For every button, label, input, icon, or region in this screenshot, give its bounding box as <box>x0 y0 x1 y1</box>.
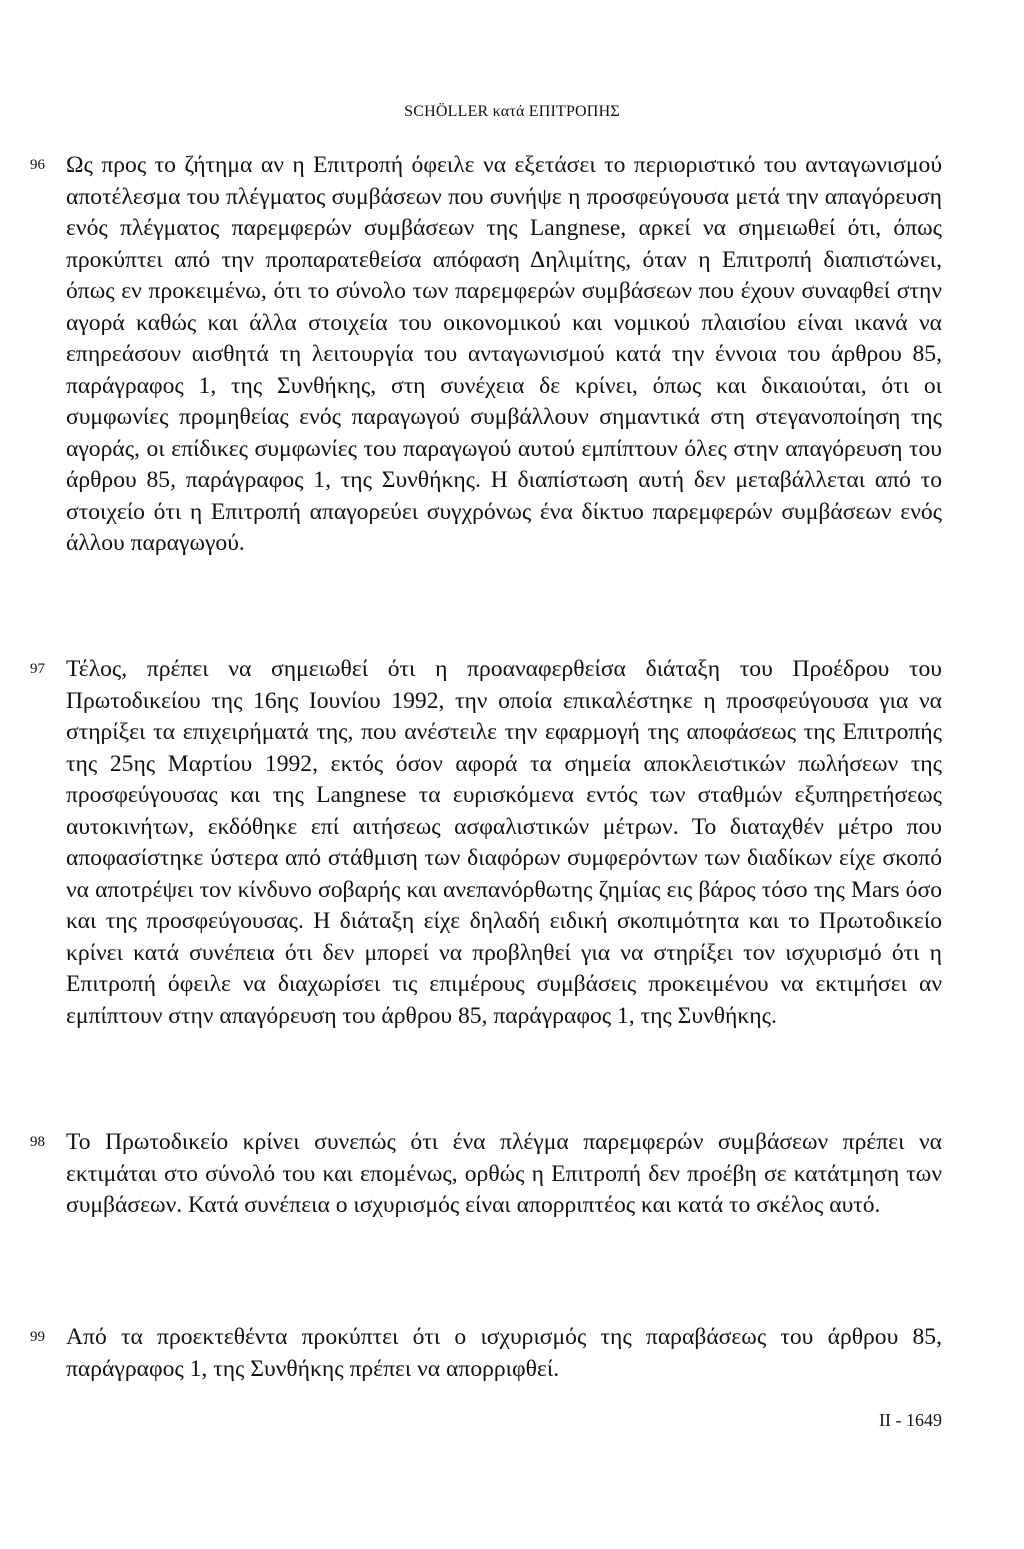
paragraph-99 <box>30 1322 942 1385</box>
paragraph-number: 96 <box>30 157 45 173</box>
paragraph-number: 99 <box>30 1329 45 1345</box>
paragraph-97 <box>30 654 942 1032</box>
paragraph-number: 97 <box>30 661 45 677</box>
paragraph-96 <box>30 150 942 560</box>
paragraph-98 <box>30 1127 942 1222</box>
page-number: II - 1649 <box>879 1410 942 1430</box>
paragraph-text: Ως προς το ζήτημα αν η Επιτροπή όφειλε να εξετάσει το περιοριστικό του ανταγωνισμού αποτέλεσμα του πλέγματος συμβάσεων που συνήψε η προσφεύγουσα μετά την απαγόρευση ενός πλέγματος παρεμφερών συμβάσεων της Langnese, αρκεί να σημειωθεί ότι, όπως προκύπτει από την προπαρατεθείσα απόφαση Δηλιμίτης, όταν η Επιτροπή διαπιστώνει, όπως εν προκειμένω, ότι το σύνολο των παρεμφερών συμβάσεων που έχουν συναφθεί στην αγορά καθώς και άλλα στοιχεία του οικονομικού και νομικού πλαισίου είναι ικανά να επηρεάσουν αισθητά τη λειτουργία του ανταγωνισμού κατά την έννοια του άρθρου 85, παράγραφος 1, της Συνθήκης, στη συνέχεια δε κρίνει, όπως και δικαιούται, ότι οι συμφωνίες προμηθείας ενός παραγωγού συμβάλλουν σημαντικά στη στεγανοποίηση της αγοράς, οι επίδικες συμφωνίες του παραγωγού αυτού εμπίπτουν όλες στην απαγόρευση του άρθρου 85, παράγραφος 1, της Συνθήκης. Η διαπίστωση αυτή δεν μεταβάλλεται από το στοιχείο ότι η Επιτροπή απαγορεύει συγχρόνως ένα δίκτυο παρεμφερών συμβάσεων ενός άλλου παραγωγού. <box>66 152 942 556</box>
paragraph-text: Τέλος, πρέπει να σημειωθεί ότι η προαναφερθείσα διάταξη του Προέδρου του Πρωτοδικείου της 16ης Ιουνίου 1992, την οποία επικαλέστηκε η προσφεύγουσα για να στηρίξει τα επιχειρήματά της, που ανέστειλε την εφαρμογή της αποφάσεως της Επιτροπής της 25ης Μαρτίου 1992, εκτός όσον αφορά τα σημεία αποκλειστικών πωλήσεων της προσφεύγουσας και της Langnese τα ευρισκόμενα εντός των σταθμών εξυπηρετήσεως αυτοκινήτων, εκδόθηκε επί αιτήσεως ασφαλιστικών μέτρων. Το διαταχθέν μέτρο που αποφασίστηκε ύστερα από στάθμιση των διαφόρων συμφερόντων των διαδίκων είχε σκοπό να αποτρέψει τον κίνδυνο σοβαρής και ανεπανόρθωτης ζημίας εις βάρος τόσο της Mars όσο και της προσφεύγουσας. Η διάταξη είχε δηλαδή ειδική σκοπιμότητα και το Πρωτοδικείο κρίνει κατά συνέπεια ότι δεν μπορεί να προβληθεί για να στηρίξει τον ισχυρισμό ότι η Επιτροπή όφειλε να διαχωρίσει τις επιμέρους συμβάσεις προκειμένου να εκτιμήσει αν εμπίπτουν στην απαγόρευση του άρθρου 85, παράγραφος 1, της Συνθήκης. <box>66 656 942 1029</box>
paragraph-text: Από τα προεκτεθέντα προκύπτει ότι ο ισχυρισμός της παραβάσεως του άρθρου 85, παράγραφος 1, της Συνθήκης πρέπει να απορριφθεί. <box>66 1324 942 1382</box>
paragraph-number: 98 <box>30 1134 45 1150</box>
paragraph-text: Το Πρωτοδικείο κρίνει συνεπώς ότι ένα πλέγμα παρεμφερών συμβάσεων πρέπει να εκτιμάται στο σύνολό του και επομένως, ορθώς η Επιτροπή δεν προέβη σε κατάτμηση των συμβάσεων. Κατά συνέπεια ο ισχυρισμός είναι απορριπτέος και κατά το σκέλος αυτό. <box>66 1129 942 1218</box>
running-header: SCHÖLLER κατά ΕΠΙΤΡΟΠΗΣ <box>404 103 620 120</box>
